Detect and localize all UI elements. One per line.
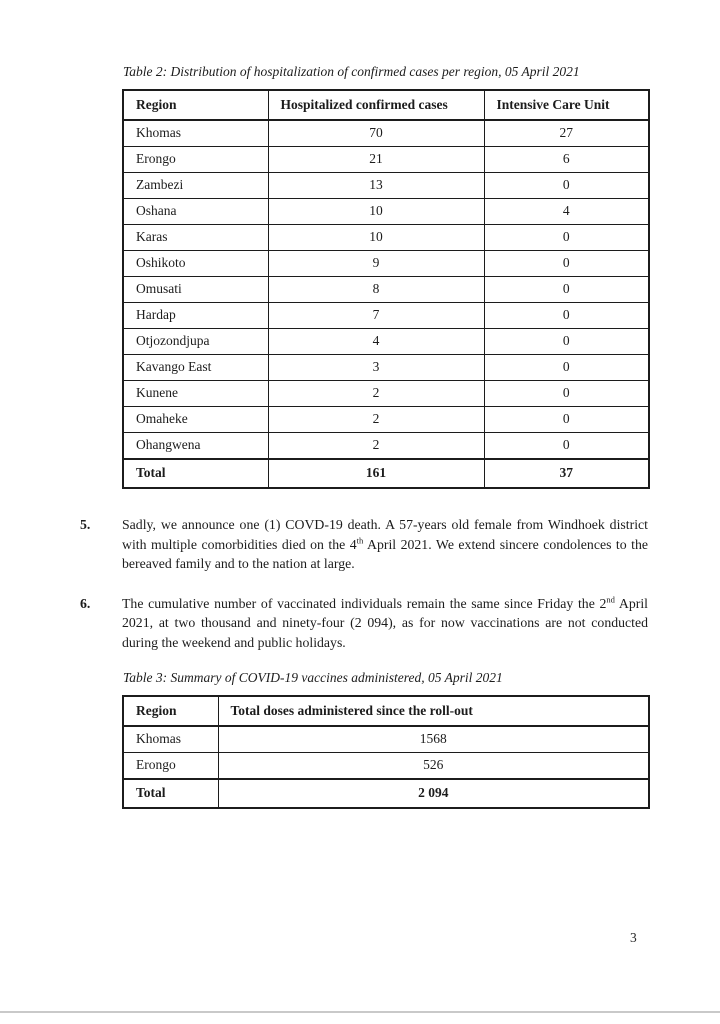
hospitalized-cell: 9 <box>268 251 484 277</box>
region-cell: Khomas <box>123 120 268 147</box>
hospitalized-cell: 13 <box>268 173 484 199</box>
hospitalized-cell: 3 <box>268 355 484 381</box>
table-row <box>123 277 649 303</box>
table-row <box>123 753 649 780</box>
hospitalized-cell: 7 <box>268 303 484 329</box>
total-doses-cell: 2 094 <box>218 779 649 808</box>
icu-cell: 0 <box>484 173 649 199</box>
region-cell: Omaheke <box>123 407 268 433</box>
paragraph-number: 5. <box>80 517 91 532</box>
hospitalized-cell: 4 <box>268 329 484 355</box>
icu-cell: 0 <box>484 303 649 329</box>
table-row <box>123 173 649 199</box>
table-total-row <box>123 779 649 808</box>
region-cell: Hardap <box>123 303 268 329</box>
icu-cell: 4 <box>484 199 649 225</box>
table-row <box>123 225 649 251</box>
header-icu: Intensive Care Unit <box>484 90 649 120</box>
header-doses: Total doses administered since the roll-out <box>218 696 649 726</box>
hospitalized-cell: 21 <box>268 147 484 173</box>
paragraph-text: The cumulative number of vaccinated individuals remain the same since Friday the 2nd April 2021, at two thousand and ninety-four (2 094), as for now vaccinations are not conducted during the weekend and public holidays. <box>122 593 648 650</box>
icu-cell: 0 <box>484 433 649 460</box>
vaccines-table <box>122 695 650 809</box>
total-label-cell: Total <box>123 459 268 488</box>
region-cell: Khomas <box>123 726 218 753</box>
region-cell: Kavango East <box>123 355 268 381</box>
total-label-cell: Total <box>123 779 218 808</box>
table-row <box>123 407 649 433</box>
page-bottom-divider <box>0 1011 720 1013</box>
table-row <box>123 147 649 173</box>
region-cell: Ohangwena <box>123 433 268 460</box>
icu-cell: 0 <box>484 355 649 381</box>
hospitalized-cell: 8 <box>268 277 484 303</box>
table-row <box>123 433 649 460</box>
page-content <box>80 64 648 809</box>
hospitalized-cell: 2 <box>268 433 484 460</box>
table2-caption: Table 2: Distribution of hospitalization of confirmed cases per region, 05 April 2021 <box>123 64 580 79</box>
table-row <box>123 251 649 277</box>
region-cell: Erongo <box>123 147 268 173</box>
total-icu-cell: 37 <box>484 459 649 488</box>
icu-cell: 0 <box>484 251 649 277</box>
paragraph-5 <box>80 515 648 574</box>
icu-cell: 0 <box>484 225 649 251</box>
header-region: Region <box>123 90 268 120</box>
superscript: nd <box>606 593 615 604</box>
table-row <box>123 303 649 329</box>
table-row <box>123 329 649 355</box>
hospitalized-cell: 10 <box>268 199 484 225</box>
doses-cell: 526 <box>218 753 649 780</box>
hospitalization-table <box>122 89 650 489</box>
table-header-row <box>123 696 649 726</box>
table-row <box>123 381 649 407</box>
table-row <box>123 726 649 753</box>
region-cell: Erongo <box>123 753 218 780</box>
table-header-row <box>123 90 649 120</box>
region-cell: Oshikoto <box>123 251 268 277</box>
region-cell: Otjozondjupa <box>123 329 268 355</box>
region-cell: Karas <box>123 225 268 251</box>
hospitalized-cell: 10 <box>268 225 484 251</box>
icu-cell: 0 <box>484 277 649 303</box>
icu-cell: 0 <box>484 381 649 407</box>
paragraph-6 <box>80 594 648 653</box>
superscript: th <box>356 534 364 545</box>
doses-cell: 1568 <box>218 726 649 753</box>
table-row <box>123 120 649 147</box>
icu-cell: 27 <box>484 120 649 147</box>
region-cell: Oshana <box>123 199 268 225</box>
region-cell: Zambezi <box>123 173 268 199</box>
paragraph-text: Sadly, we announce one (1) COVD-19 death. A 57-years old female from Windhoek district with multiple comorbidities died on the 4th April 2021. We extend sincere condolences to the bereaved family and to the nation at large. <box>122 517 648 571</box>
hospitalized-cell: 2 <box>268 381 484 407</box>
table-row <box>123 355 649 381</box>
icu-cell: 0 <box>484 407 649 433</box>
icu-cell: 6 <box>484 147 649 173</box>
hospitalized-cell: 70 <box>268 120 484 147</box>
header-region: Region <box>123 696 218 726</box>
paragraph-number: 6. <box>80 595 91 611</box>
icu-cell: 0 <box>484 329 649 355</box>
page-number: 3 <box>630 930 637 945</box>
header-hospitalized: Hospitalized confirmed cases <box>268 90 484 120</box>
region-cell: Kunene <box>123 381 268 407</box>
hospitalized-cell: 2 <box>268 407 484 433</box>
table-row <box>123 199 649 225</box>
table-total-row <box>123 459 649 488</box>
total-hospitalized-cell: 161 <box>268 459 484 488</box>
region-cell: Omusati <box>123 277 268 303</box>
table3-caption: Table 3: Summary of COVID-19 vaccines administered, 05 April 2021 <box>123 670 503 685</box>
